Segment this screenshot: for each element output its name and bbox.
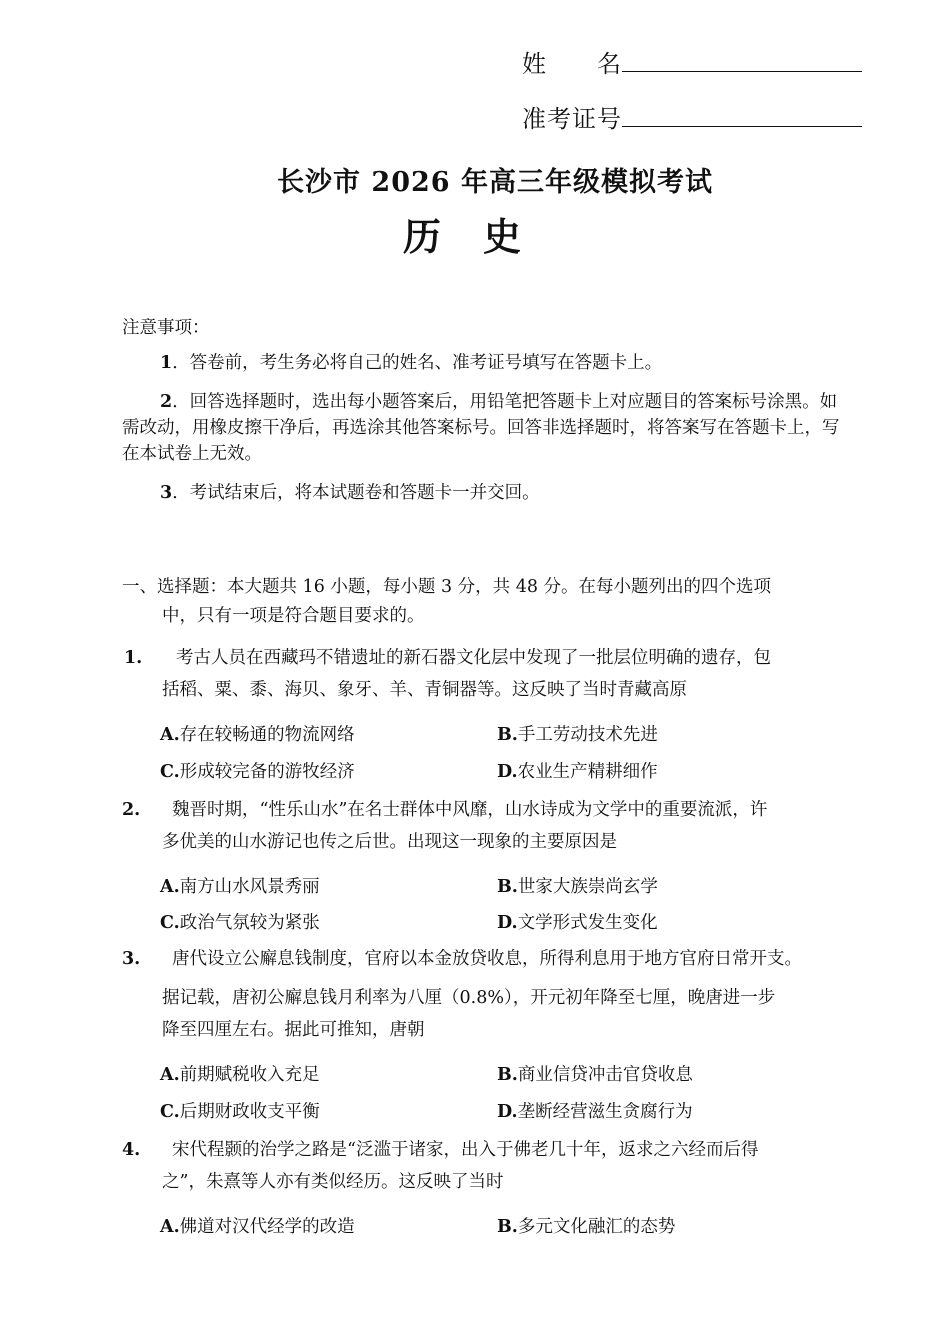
option-text: 佛道对汉代经学的改造 (179, 1217, 355, 1237)
option-text: 世家大族崇尚玄学 (517, 877, 658, 897)
exam-id-blank-line (622, 106, 862, 127)
option-text: 存在较畅通的物流网络 (179, 725, 355, 745)
option-a (160, 1061, 320, 1086)
question-number: 1. (124, 648, 143, 668)
option-letter: A. (160, 725, 180, 745)
option-c (160, 758, 355, 783)
exam-title: 长沙市 2026 年高三年级模拟考试 (277, 167, 713, 198)
option-text: 形成较完备的游牧经济 (179, 762, 355, 782)
name-label: 姓 名 (522, 50, 622, 78)
option-letter: D. (497, 762, 518, 782)
section-heading-line-2: 中，只有一项是符合题目要求的。 (162, 606, 425, 626)
notice-item-text: ．答卷前，考生务必将自己的姓名、准考证号填写在答题卡上。 (172, 353, 663, 373)
notice-item-text: ．考试结束后，将本试题卷和答题卡一并交回。 (172, 483, 540, 503)
option-letter: C. (160, 762, 180, 782)
option-c (160, 909, 320, 934)
question-text-line: 括稻、粟、黍、海贝、象牙、羊、青铜器等。这反映了当时青藏高原 (162, 680, 687, 700)
question-text-line: 降至四厘左右。据此可推知，唐朝 (162, 1020, 425, 1040)
name-field (522, 44, 862, 79)
option-d (497, 1098, 693, 1123)
option-text: 政治气氛较为紧张 (179, 913, 320, 933)
option-d (497, 758, 658, 783)
option-a (160, 721, 355, 746)
option-letter: D. (497, 913, 518, 933)
option-letter: B. (497, 877, 518, 897)
section-heading-line-1: 一、选择题：本大题共 16 小题，每小题 3 分，共 48 分。在每小题列出的四个选项 (122, 577, 772, 597)
option-text: 商业信贷冲击官贷收息 (517, 1065, 693, 1085)
option-letter: C. (160, 1102, 180, 1122)
option-text: 文学形式发生变化 (517, 913, 658, 933)
option-text: 农业生产精耕细作 (517, 762, 658, 782)
option-b (497, 1061, 693, 1086)
subject-title: 历史 (402, 214, 563, 259)
question-number: 2. (122, 800, 141, 820)
notice-item-number: 2 (160, 392, 173, 412)
option-text: 垄断经营滋生贪腐行为 (517, 1102, 693, 1122)
exam-id-label: 准考证号 (522, 105, 622, 133)
question-text-line: 考古人员在西藏玛不错遗址的新石器文化层中发现了一批层位明确的遗存，包 (176, 648, 771, 668)
option-letter: B. (497, 1065, 518, 1085)
question-text-line: 唐代设立公廨息钱制度，官府以本金放贷收息，所得利息用于地方官府日常开支。 (172, 949, 802, 969)
option-c (160, 1098, 320, 1123)
option-text: 前期赋税收入充足 (179, 1065, 320, 1085)
option-letter: D. (497, 1102, 518, 1122)
exam-id-field (522, 99, 862, 134)
option-text: 手工劳动技术先进 (517, 725, 658, 745)
option-b (497, 721, 658, 746)
question-text-line: 魏晋时期，“性乐山水”在名士群体中风靡，山水诗成为文学中的重要流派，许 (172, 800, 768, 820)
question-text-line: 多优美的山水游记也传之后世。出现这一现象的主要原因是 (162, 832, 617, 852)
question-number: 3. (122, 949, 141, 969)
option-text: 后期财政收支平衡 (179, 1102, 320, 1122)
option-letter: A. (160, 877, 180, 897)
option-text: 南方山水风景秀丽 (179, 877, 320, 897)
option-letter: B. (497, 1217, 518, 1237)
option-d (497, 909, 658, 934)
option-text: 多元文化融汇的态势 (517, 1217, 676, 1237)
notice-item-number: 1 (160, 353, 173, 373)
option-b (497, 873, 658, 898)
option-letter: B. (497, 725, 518, 745)
option-b (497, 1213, 675, 1238)
notice-item-text: ．回答选择题时，选出每小题答案后，用铅笔把答题卡上对应题目的答案标号涂黑。如需改动，用橡皮擦干净后，再选涂其他答案标号。回答非选择题时，将答案写在答题卡上，写在本试卷上无效。 (122, 392, 840, 464)
notice-item-number: 3 (160, 483, 173, 503)
option-letter: A. (160, 1217, 180, 1237)
question-text-line: 据记载，唐初公廨息钱月利率为八厘（0.8%），开元初年降至七厘，晚唐进一步 (162, 988, 776, 1008)
name-blank-line (622, 51, 862, 72)
notice-item-1 (122, 350, 842, 376)
question-number: 4. (122, 1140, 141, 1160)
option-letter: C. (160, 913, 180, 933)
option-a (160, 1213, 355, 1238)
notice-heading: 注意事项： (122, 318, 210, 338)
option-letter: A. (160, 1065, 180, 1085)
question-text-line: 宋代程颢的治学之路是“泛滥于诸家，出入于佛老几十年，返求之六经而后得 (172, 1140, 759, 1160)
notice-item-2 (122, 389, 842, 467)
question-text-line: 之”，朱熹等人亦有类似经历。这反映了当时 (162, 1172, 504, 1192)
notice-item-3 (122, 480, 842, 506)
option-a (160, 873, 320, 898)
